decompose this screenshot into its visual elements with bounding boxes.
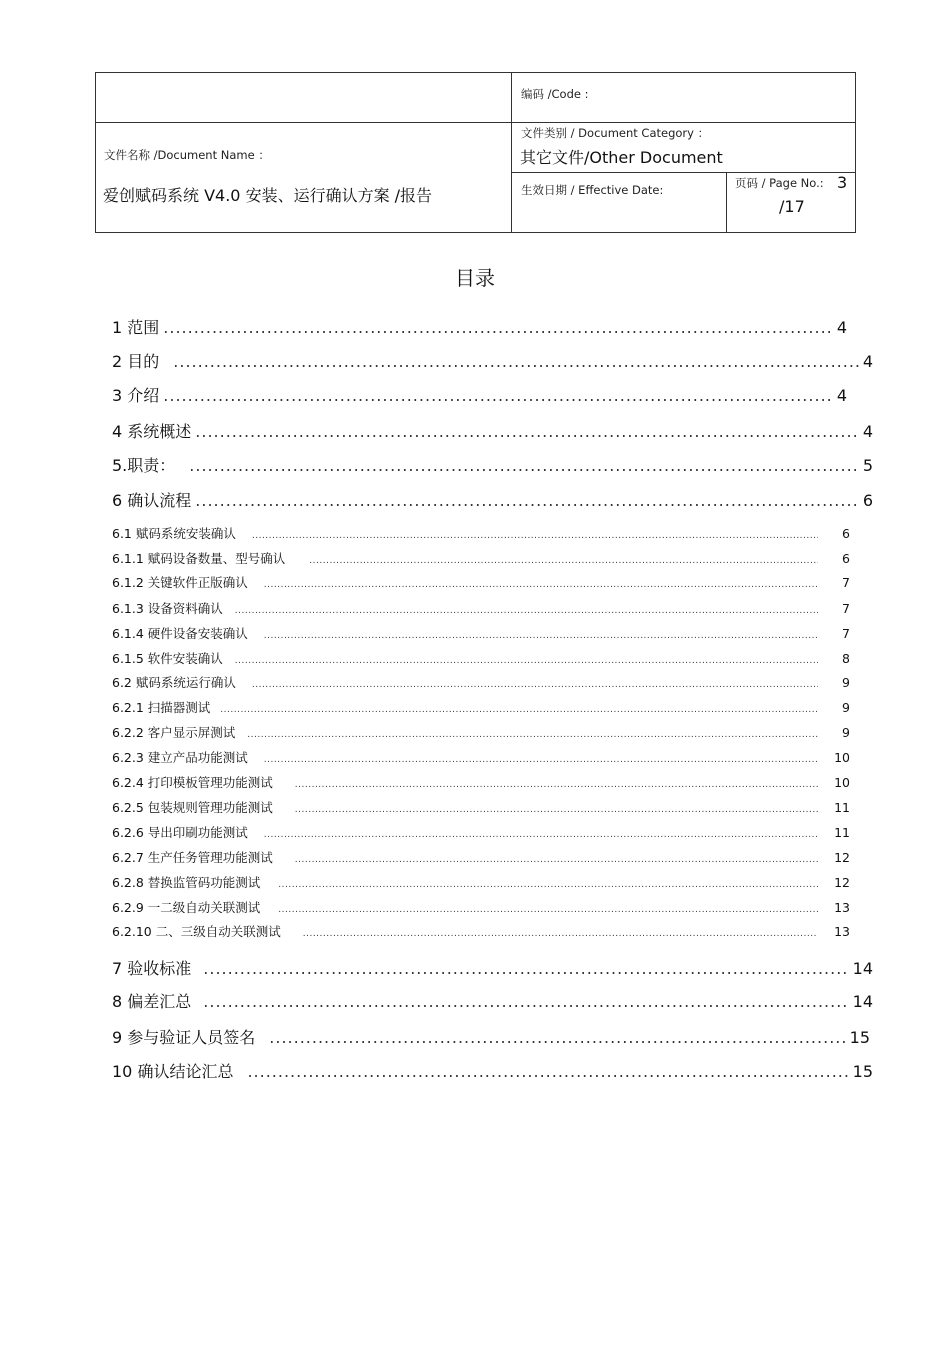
header-blank-cell — [96, 73, 512, 123]
toc-entry[interactable] — [112, 723, 850, 739]
toc-entry-label: 6.2.2 客户显示屏测试 — [112, 725, 236, 740]
document-name-value: 爱创赋码系统 V4.0 安装、运行确认方案 /报告 — [103, 186, 433, 205]
toc-entry-page: 4 — [836, 386, 847, 405]
toc-entry-label: 6.2 赋码系统运行确认 — [112, 675, 236, 690]
toc-entry-page: 8 — [842, 651, 850, 666]
toc-entry-page: 10 — [834, 750, 850, 765]
toc-entry-label: 6.2.10 二、三级自动关联测试 — [112, 924, 281, 939]
toc-entry-page: 9 — [842, 700, 850, 715]
toc-entry[interactable] — [112, 922, 850, 938]
toc-entry-label: 6.2.5 包装规则管理功能测试 — [112, 800, 273, 815]
toc-entry[interactable] — [112, 823, 850, 839]
toc-entry[interactable] — [112, 349, 873, 369]
toc-entry[interactable] — [112, 956, 873, 976]
document-header-table — [95, 72, 856, 233]
toc-entry-page: 13 — [834, 900, 850, 915]
toc-entry[interactable] — [112, 624, 850, 640]
toc-entry-page: 13 — [834, 924, 850, 939]
toc-title: 目录 — [455, 266, 495, 290]
document-name-cell — [96, 123, 512, 233]
toc-entry-page: 11 — [834, 800, 850, 815]
toc-entry-page: 10 — [834, 775, 850, 790]
toc-entry-label: 6.2.8 替换监管码功能测试 — [112, 875, 261, 890]
toc-entry-page: 6 — [842, 551, 850, 566]
toc-entry-page: 11 — [834, 825, 850, 840]
toc-entry-page: 15 — [852, 1062, 873, 1081]
toc-entry-label: 8 偏差汇总 — [112, 992, 192, 1011]
toc-entry[interactable] — [112, 549, 850, 565]
toc-entry-label: 6.2.1 扫描器测试 — [112, 700, 211, 715]
toc-entry-label: 6.1.5 软件安装确认 — [112, 651, 223, 666]
toc-entry[interactable] — [112, 848, 850, 864]
toc-entry[interactable] — [112, 798, 850, 814]
toc-entry[interactable] — [112, 873, 850, 889]
toc-entry-label: 6.2.3 建立产品功能测试 — [112, 750, 248, 765]
page-current: 3 — [837, 173, 848, 192]
toc-entry-label: 5.职责： — [112, 456, 176, 475]
toc-entry-page: 4 — [836, 318, 847, 337]
toc-entry-page: 14 — [852, 959, 873, 978]
toc-entry-label: 6.1.2 关键软件正版确认 — [112, 575, 248, 590]
toc-entry-page: 9 — [842, 725, 850, 740]
toc-entry-label: 1 范围 — [112, 318, 160, 337]
toc-entry[interactable] — [112, 898, 850, 914]
toc-entry-page: 9 — [842, 675, 850, 690]
toc-entry[interactable] — [112, 599, 850, 615]
toc-entry[interactable] — [112, 524, 850, 540]
category-label: 文件类别 / Document Category ： — [521, 126, 710, 140]
category-cell — [512, 123, 856, 173]
toc-entry-label: 6.1.4 硬件设备安装确认 — [112, 626, 248, 641]
toc-entry[interactable] — [112, 698, 850, 714]
toc-entry-label: 9 参与验证人员签名 — [112, 1028, 256, 1047]
document-name-label: 文件名称 /Document Name ： — [104, 148, 270, 162]
toc-entry-page: 6 — [862, 491, 873, 510]
toc-entry-page: 5 — [862, 456, 873, 475]
toc-entry[interactable] — [112, 453, 873, 473]
toc-entry-page: 7 — [842, 601, 850, 616]
toc-entry-label: 2 目的 — [112, 352, 160, 371]
toc-entry-page: 7 — [842, 626, 850, 641]
toc-entry-label: 6.1.1 赋码设备数量、型号确认 — [112, 551, 286, 566]
toc-entry-label: 4 系统概述 — [112, 422, 192, 441]
toc-entry-label: 6.1.3 设备资料确认 — [112, 601, 223, 616]
toc-entry-page: 14 — [852, 992, 873, 1011]
toc-entry[interactable] — [112, 748, 850, 764]
toc-entry[interactable] — [112, 1059, 873, 1079]
toc-entry[interactable] — [112, 649, 850, 665]
category-value: 其它文件/Other Document — [520, 148, 723, 167]
toc-entry-page: 6 — [842, 526, 850, 541]
toc-entry-label: 6.2.7 生产任务管理功能测试 — [112, 850, 273, 865]
effective-date-cell — [512, 173, 727, 233]
toc-entry[interactable] — [112, 1025, 870, 1045]
toc-entry-page: 15 — [849, 1028, 870, 1047]
toc-entry[interactable] — [112, 673, 850, 689]
toc-entry-page: 4 — [862, 422, 873, 441]
toc-entry-page: 12 — [834, 875, 850, 890]
page-number-label: 页码 / Page No.: — [735, 176, 824, 190]
toc-entry-label: 6.2.9 一二级自动关联测试 — [112, 900, 261, 915]
toc-entry-label: 6.1 赋码系统安装确认 — [112, 526, 236, 541]
code-label: 编码 /Code : — [521, 87, 589, 101]
toc-entry-page: 4 — [862, 352, 873, 371]
page-total: /17 — [779, 197, 805, 216]
effective-date-label: 生效日期 / Effective Date: — [521, 183, 664, 197]
code-cell — [512, 73, 856, 123]
toc-entry[interactable] — [112, 315, 847, 335]
toc-entry[interactable] — [112, 773, 850, 789]
toc-entry-label: 3 介绍 — [112, 386, 160, 405]
toc-entry-page: 7 — [842, 575, 850, 590]
toc-entry[interactable] — [112, 383, 847, 403]
toc-entry-label: 10 确认结论汇总 — [112, 1062, 234, 1081]
toc-entry-label: 6 确认流程 — [112, 491, 192, 510]
toc-entry[interactable] — [112, 989, 873, 1009]
toc-entry-page: 12 — [834, 850, 850, 865]
toc-entry[interactable] — [112, 488, 873, 508]
toc-entry[interactable] — [112, 419, 873, 439]
toc-entry[interactable] — [112, 573, 850, 589]
toc-entry-label: 6.2.6 导出印刷功能测试 — [112, 825, 248, 840]
toc-entry-label: 6.2.4 打印模板管理功能测试 — [112, 775, 273, 790]
page-number-cell — [727, 173, 856, 233]
toc-entry-label: 7 验收标准 — [112, 959, 192, 978]
